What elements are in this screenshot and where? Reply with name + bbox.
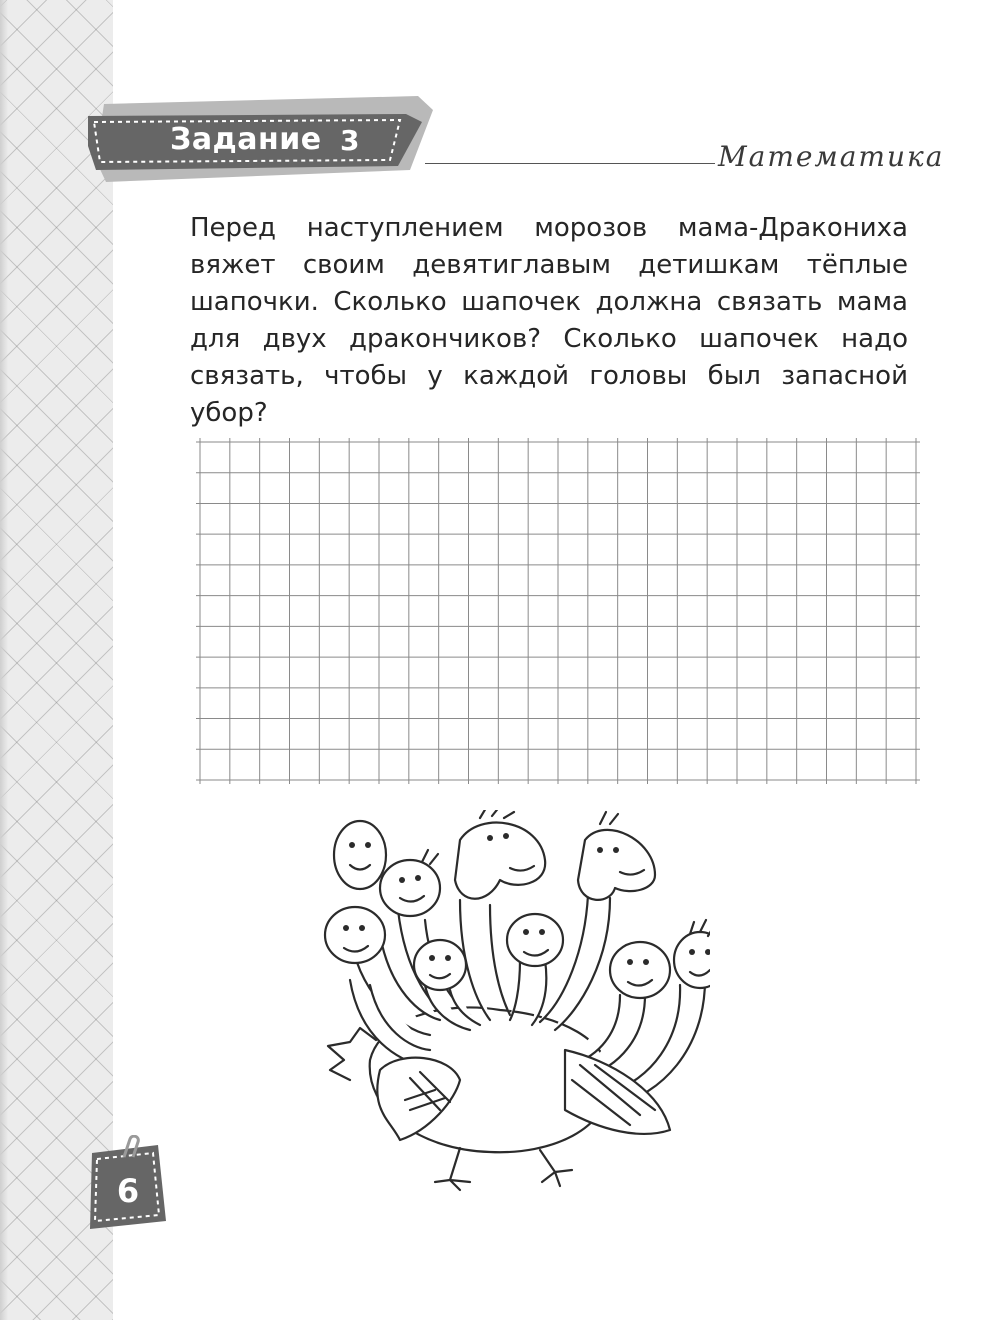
decorative-side-strip — [0, 0, 113, 1320]
answer-grid[interactable] — [196, 438, 920, 784]
page-edge-shadow — [0, 0, 8, 1320]
subject-rule — [425, 163, 715, 164]
nine-headed-dragon-illustration — [310, 810, 710, 1210]
task-number: 3 — [340, 124, 360, 157]
subject-label: Математика — [718, 140, 945, 173]
problem-text: Перед наступлением морозов мама-Дракониха вяжет своим девятиглавым детишкам тёплые шапочки. Сколько шапочек должна связать мама для двух дракончиков? Сколько шапочек надо связать, чтобы у каждой головы был запасной убор? — [190, 213, 908, 428]
task-title: Задание — [170, 122, 322, 157]
page-number: 6 — [116, 1172, 140, 1210]
